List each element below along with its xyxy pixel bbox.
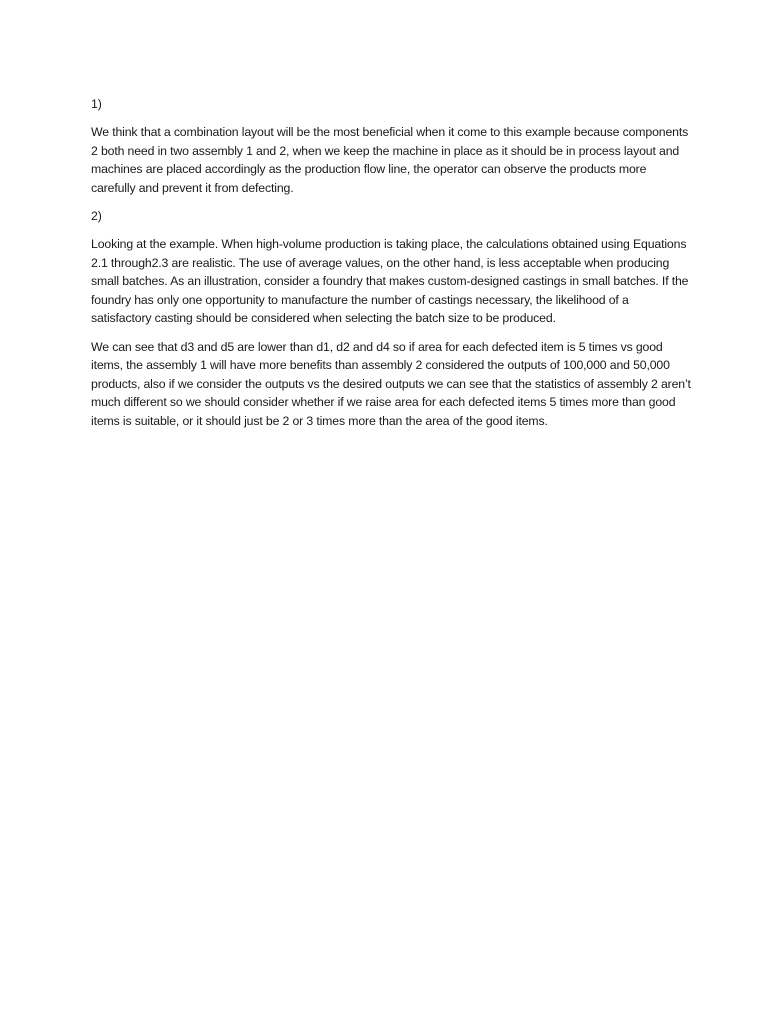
section-heading-1: 1) bbox=[91, 97, 102, 111]
paragraph-2: Looking at the example. When high-volume production is taking place, the calculations obtained using Equations 2.1 through2.3 are realistic. The use of average values, on the other hand, is less acceptable when producing small batches. As an illustration, consider a foundry that makes custom-designed castings in small batches. If the foundry has only one opportunity to manufacture the number of castings necessary, the likelihood of a satisfactory casting should be considered when selecting the batch size to be produced. bbox=[91, 237, 689, 326]
document-body bbox=[91, 95, 691, 440]
section-heading-2: 2) bbox=[91, 208, 102, 223]
paragraph-1: We think that a combination layout will be the most beneficial when it come to this example because components 2 both need in two assembly 1 and 2, when we keep the machine in place as it should be in process layout and machines are placed accordingly as the production flow line, the operator can observe the products more carefully and prevent it from defecting. bbox=[91, 125, 689, 195]
paragraph-3: We can see that d3 and d5 are lower than d1, d2 and d4 so if area for each defected item is 5 times vs good items, the assembly 1 will have more benefits than assembly 2 considered the outputs of 100,000 and 50,000 products, also if we consider the outputs vs the desired outputs we can see that the statistics of assembly 2 aren’t much different so we should consider whether if we raise area for each defected items 5 times more than good items is suitable, or it should just be 2 or 3 times more than the area of the good items. bbox=[91, 339, 691, 428]
